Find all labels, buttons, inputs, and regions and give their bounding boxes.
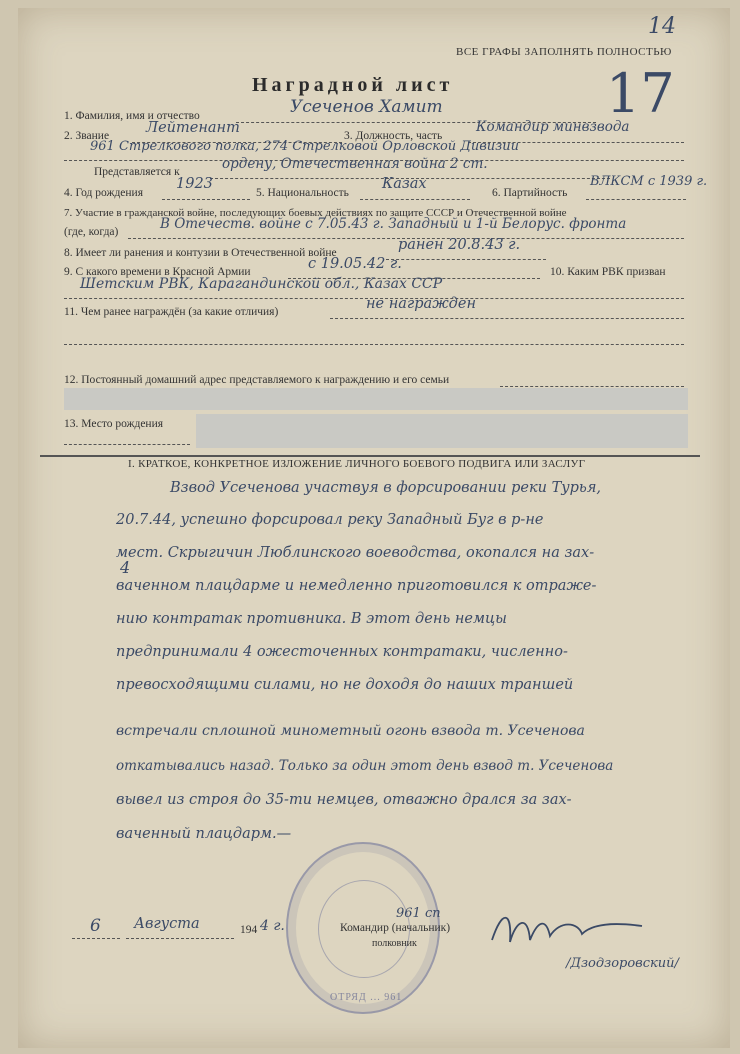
date-month: Августа bbox=[134, 916, 200, 932]
commander-label: Командир (начальник) bbox=[340, 922, 451, 934]
field-7-label-cont: (где, когда) bbox=[64, 226, 119, 238]
field-4-label: 4. Год рождения bbox=[64, 187, 143, 199]
document-title: Наградной лист bbox=[252, 74, 454, 96]
date-year-prefix: 194 bbox=[240, 924, 258, 936]
narrative-line-10: вывел из строя до 35-ти немцев, отважно дрался за зах- bbox=[116, 792, 572, 808]
field-8-label: 8. Имеет ли ранения и контузии в Отечественной войне bbox=[64, 247, 337, 259]
field-3-value: Командир минвзвода bbox=[476, 119, 630, 135]
present-label: Представляется к bbox=[94, 166, 180, 178]
field-1-value: Усеченов Хамит bbox=[290, 97, 443, 117]
field-13-label: 13. Место рождения bbox=[64, 418, 164, 430]
field-10-value: Шетским РВК, Карагандинской обл., Казах ССР bbox=[80, 276, 443, 292]
narrative-line-8: встречали сплошной минометный огонь взвода т. Усеченова bbox=[116, 723, 585, 739]
field-5-label: 5. Национальность bbox=[256, 187, 349, 199]
date-day: 6 bbox=[90, 916, 101, 936]
narrative-line-4: ваченном плацдарме и немедленно приготовился к отраже- bbox=[116, 578, 597, 594]
big-number: 17 bbox=[606, 62, 675, 125]
field-6-label: 6. Партийность bbox=[492, 187, 568, 199]
field-9-label: 9. С какого времени в Красной Армии bbox=[64, 266, 251, 278]
narrative-line-5: нию контратак противника. В этот день немцы bbox=[116, 611, 507, 627]
field-10-label: 10. Каким РВК призван bbox=[550, 266, 666, 278]
date-year-suffix: 4 г. bbox=[260, 918, 285, 934]
signature-name: /Дзодзоровский/ bbox=[566, 956, 679, 971]
redacted-address bbox=[64, 388, 688, 410]
narrative-line-9: откатывались назад. Только за один этот день взвод т. Усеченова bbox=[116, 758, 614, 774]
present-value: ордену, Отечественная война 2 ст. bbox=[222, 156, 488, 172]
field-11-value: не награжден bbox=[366, 296, 476, 312]
field-3-label: 3. Должность, часть bbox=[344, 130, 443, 142]
commander-role: полковник bbox=[372, 938, 417, 949]
narrative-line-7: превосходящими силами, но не доходя до наших траншей bbox=[116, 677, 574, 693]
field-9-value: с 19.05.42 г. bbox=[308, 256, 402, 272]
field-8-value: ранен 20.8.43 г. bbox=[398, 237, 521, 253]
header-note: ВСЕ ГРАФЫ ЗАПОЛНЯТЬ ПОЛНОСТЬЮ bbox=[456, 46, 672, 58]
margin-mark: 4 bbox=[120, 558, 131, 577]
field-7-label: 7. Участие в гражданской войне, последующих боевых действиях по защите СССР и Отечественной войне bbox=[64, 207, 567, 219]
section-heading: I. КРАТКОЕ, КОНКРЕТНОЕ ИЗЛОЖЕНИЕ ЛИЧНОГО БОЕВОГО ПОДВИГА ИЛИ ЗАСЛУГ bbox=[128, 458, 586, 470]
field-7-value: В Отечеств. войне с 7.05.43 г. Западный и 1-й Белорус. фронта bbox=[160, 216, 627, 232]
field-11-label: 11. Чем ранее награждён (за какие отличия) bbox=[64, 306, 279, 318]
official-stamp: ОТРЯД ... 961 bbox=[286, 842, 440, 1014]
narrative-line-2: 20.7.44, успешно форсировал реку Западный Буг в р-не bbox=[116, 512, 544, 528]
unit-label: 961 сп bbox=[396, 906, 441, 921]
field-2-label: 2. Звание bbox=[64, 130, 110, 142]
field-5-value: Казах bbox=[382, 176, 427, 192]
narrative-line-6: предпринимали 4 ожесточенных контратаки, численно- bbox=[116, 644, 568, 660]
field-2-value: Лейтенант bbox=[146, 120, 240, 136]
field-3-value-cont: 961 Стрелкового полка, 274 Стрелковой Орловской Дивизии bbox=[90, 139, 520, 154]
field-1-label: 1. Фамилия, имя и отчество bbox=[64, 110, 200, 122]
narrative-line-1: Взвод Усеченова участвуя в форсировании реки Турья, bbox=[170, 480, 602, 496]
redacted-birthplace bbox=[196, 414, 688, 448]
commander-signature bbox=[482, 900, 662, 960]
narrative-line-11: ваченный плацдарм.— bbox=[116, 826, 292, 842]
field-6-value: ВЛКСМ с 1939 г. bbox=[590, 174, 708, 189]
narrative-line-3: мест. Скрыгичин Люблинского воеводства, окопался на зах- bbox=[116, 545, 595, 561]
field-4-value: 1923 bbox=[176, 176, 213, 192]
field-12-label: 12. Постоянный домашний адрес представляемого к награждению и его семьи bbox=[64, 374, 450, 386]
page-number: 14 bbox=[648, 14, 676, 39]
